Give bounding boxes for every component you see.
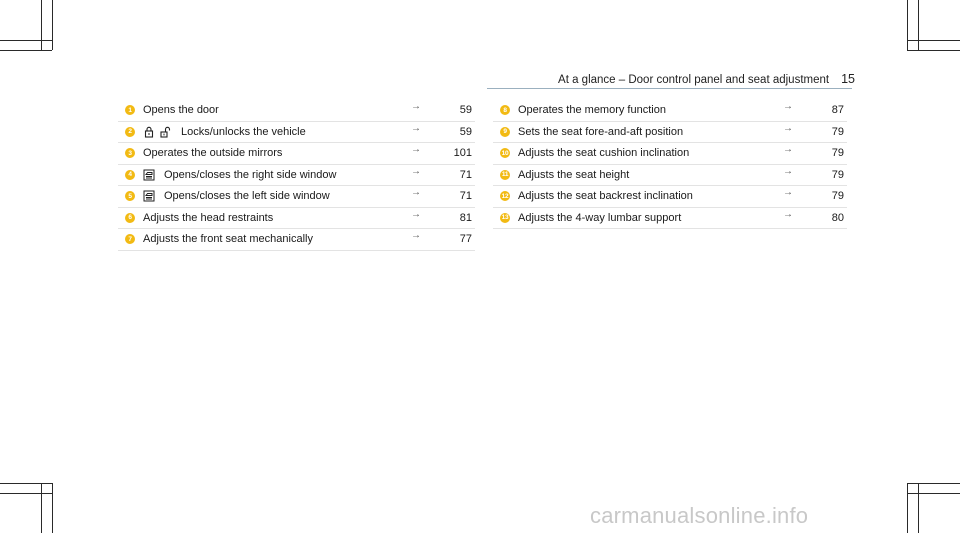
- page-reference-link[interactable]: 80: [831, 211, 844, 224]
- item-description: Operates the memory function: [518, 104, 666, 117]
- window-icon: [143, 190, 155, 202]
- legend-row: [118, 122, 475, 144]
- page-reference-link[interactable]: 79: [831, 168, 844, 181]
- item-description: Opens/closes the left side window: [164, 190, 330, 203]
- crop-mark: [0, 483, 52, 484]
- item-number-badge: 12: [501, 192, 509, 200]
- page-ref-arrow: →: [411, 165, 421, 177]
- page-ref-arrow: →: [783, 165, 793, 177]
- crop-mark: [0, 40, 52, 41]
- item-description: Sets the seat fore-and-aft position: [518, 125, 684, 138]
- crop-mark: [907, 40, 960, 41]
- item-number-badge: 6: [125, 213, 135, 223]
- crop-mark: [918, 483, 919, 533]
- control-icons: [143, 126, 177, 138]
- item-description: Opens the door: [143, 104, 219, 117]
- page-reference-link[interactable]: 71: [459, 168, 472, 181]
- crop-mark: [907, 483, 908, 533]
- item-number-badge: 13: [501, 214, 509, 222]
- legend-row: [493, 100, 847, 122]
- page-ref-arrow: →: [411, 187, 421, 198]
- page-ref-arrow: →: [411, 144, 421, 155]
- item-number-badge: 1: [125, 105, 135, 115]
- legend-row: [118, 165, 475, 187]
- right-legend-list: [493, 100, 847, 229]
- page-reference-link[interactable]: 87: [831, 104, 844, 117]
- legend-row: [493, 165, 847, 187]
- item-description: Adjusts the seat cushion inclination: [518, 147, 690, 160]
- legend-row: [118, 186, 475, 208]
- page-reference-link[interactable]: 81: [459, 211, 472, 224]
- page-ref-arrow: →: [783, 187, 793, 198]
- legend-row: [118, 229, 475, 251]
- item-number-badge: 5: [125, 191, 135, 201]
- page-reference-link[interactable]: 59: [459, 104, 472, 117]
- item-description: Adjusts the seat height: [518, 168, 630, 181]
- page-ref-arrow: →: [411, 101, 421, 112]
- crop-mark: [41, 0, 42, 50]
- item-description: Adjusts the front seat mechanically: [143, 233, 313, 246]
- page-ref-arrow: →: [783, 122, 793, 134]
- crop-mark: [0, 493, 52, 494]
- legend-row: [493, 186, 847, 208]
- item-number-badge: 4: [125, 170, 135, 180]
- page-reference-link[interactable]: 59: [459, 125, 472, 138]
- item-description: Operates the outside mirrors: [143, 147, 283, 160]
- page-ref-arrow: →: [411, 208, 421, 220]
- legend-row: [118, 100, 475, 122]
- legend-row: [118, 208, 475, 230]
- crop-mark: [52, 483, 53, 533]
- page-ref-arrow: →: [411, 230, 421, 241]
- item-description: Opens/closes the right side window: [164, 168, 337, 181]
- left-legend-list: [118, 100, 475, 251]
- page-number: 15: [841, 72, 855, 86]
- unlock-icon: [160, 126, 172, 138]
- item-number-badge: 7: [125, 234, 135, 244]
- page-ref-arrow: →: [411, 122, 421, 134]
- item-number-badge: 11: [501, 171, 509, 179]
- page-header: [545, 72, 855, 86]
- item-description: Adjusts the 4-way lumbar support: [518, 211, 682, 224]
- item-number-badge: 10: [501, 149, 509, 157]
- crop-mark: [918, 0, 919, 50]
- item-number-badge: 3: [125, 148, 135, 158]
- crop-mark: [907, 50, 960, 51]
- window-icon: [143, 169, 155, 181]
- item-number-badge: 9: [500, 127, 510, 137]
- header-rule: [487, 88, 852, 89]
- legend-row: [118, 143, 475, 165]
- item-number-badge: 2: [125, 127, 135, 137]
- page-reference-link[interactable]: 101: [453, 147, 472, 160]
- legend-row: [493, 208, 847, 230]
- page-ref-arrow: →: [783, 144, 793, 155]
- page-reference-link[interactable]: 79: [831, 147, 844, 160]
- watermark: carmanualsonline.info: [590, 503, 809, 528]
- page-reference-link[interactable]: 71: [459, 190, 472, 203]
- item-number-badge: 8: [500, 105, 510, 115]
- crop-mark: [41, 483, 42, 533]
- page-reference-link[interactable]: 79: [831, 125, 844, 138]
- legend-row: [493, 143, 847, 165]
- crop-mark: [907, 0, 908, 50]
- page-reference-link[interactable]: 77: [459, 233, 472, 246]
- crop-mark: [52, 0, 53, 50]
- crop-mark: [907, 483, 960, 484]
- control-icons: [143, 190, 160, 202]
- item-description: Locks/unlocks the vehicle: [181, 125, 306, 138]
- legend-row: [493, 122, 847, 144]
- control-icons: [143, 169, 160, 181]
- item-description: Adjusts the seat backrest inclination: [518, 190, 693, 203]
- page-title: At a glance – Door control panel and seat adjustment: [558, 74, 830, 86]
- page-ref-arrow: →: [783, 208, 793, 220]
- lock-icon: [143, 126, 155, 138]
- page-ref-arrow: →: [783, 101, 793, 112]
- item-description: Adjusts the head restraints: [143, 211, 274, 224]
- crop-mark: [0, 50, 52, 51]
- page-reference-link[interactable]: 79: [831, 190, 844, 203]
- crop-mark: [907, 493, 960, 494]
